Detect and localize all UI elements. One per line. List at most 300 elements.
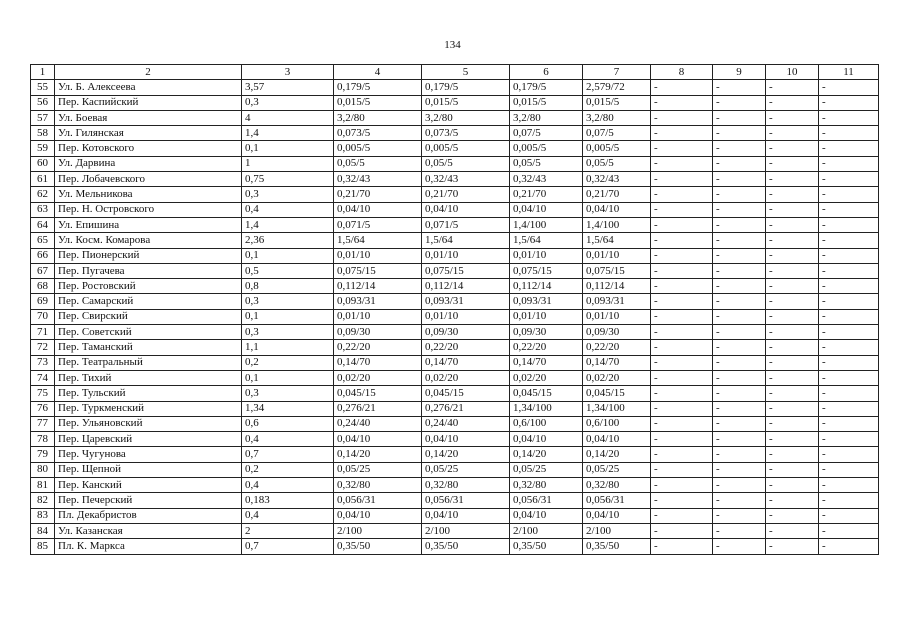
table-cell: 3,2/80 xyxy=(510,110,583,125)
table-cell: 0,24/40 xyxy=(422,416,510,431)
table-cell: - xyxy=(713,325,766,340)
row-number-cell: 83 xyxy=(31,508,55,523)
column-header-2: 2 xyxy=(55,65,242,80)
table-cell: 0,112/14 xyxy=(334,279,422,294)
table-cell: - xyxy=(713,141,766,156)
table-cell: 0,075/15 xyxy=(422,263,510,278)
data-table xyxy=(30,64,879,555)
table-cell: 0,015/5 xyxy=(422,95,510,110)
table-cell: - xyxy=(651,80,713,95)
table-cell: 0,073/5 xyxy=(334,126,422,141)
table-cell: 0,05/25 xyxy=(334,462,422,477)
table-row xyxy=(31,539,879,554)
table-cell: 0,005/5 xyxy=(583,141,651,156)
table-cell: - xyxy=(713,202,766,217)
table-cell: - xyxy=(713,539,766,554)
table-cell: 0,1 xyxy=(242,309,334,324)
table-cell: - xyxy=(651,263,713,278)
table-cell: - xyxy=(819,325,879,340)
table-cell: - xyxy=(819,263,879,278)
street-name-cell: Пл. К. Маркса xyxy=(55,539,242,554)
column-header-8: 8 xyxy=(651,65,713,80)
table-cell: - xyxy=(766,539,819,554)
table-cell: 0,02/20 xyxy=(334,370,422,385)
table-cell: - xyxy=(766,248,819,263)
table-cell: - xyxy=(713,110,766,125)
table-cell: 0,14/20 xyxy=(334,447,422,462)
row-number-cell: 67 xyxy=(31,263,55,278)
table-cell: 2,579/72 xyxy=(583,80,651,95)
table-cell: - xyxy=(766,202,819,217)
table-cell: 0,01/10 xyxy=(334,248,422,263)
table-cell: - xyxy=(819,141,879,156)
row-number-cell: 65 xyxy=(31,233,55,248)
table-cell: 0,2 xyxy=(242,462,334,477)
table-cell: 0,04/10 xyxy=(510,202,583,217)
column-header-5: 5 xyxy=(422,65,510,80)
street-name-cell: Пер. Пугачева xyxy=(55,263,242,278)
table-row xyxy=(31,447,879,462)
row-number-cell: 71 xyxy=(31,325,55,340)
table-cell: - xyxy=(819,156,879,171)
table-cell: 0,21/70 xyxy=(334,187,422,202)
table-cell: - xyxy=(713,493,766,508)
table-cell: 0,179/5 xyxy=(510,80,583,95)
table-cell: 0,1 xyxy=(242,141,334,156)
table-cell: - xyxy=(651,370,713,385)
table-row xyxy=(31,187,879,202)
table-cell: 1,5/64 xyxy=(510,233,583,248)
table-row xyxy=(31,172,879,187)
table-cell: - xyxy=(651,110,713,125)
street-name-cell: Пер. Котовского xyxy=(55,141,242,156)
table-cell: 0,045/15 xyxy=(583,386,651,401)
table-cell: 0,04/10 xyxy=(510,508,583,523)
street-name-cell: Пер. Тихий xyxy=(55,370,242,385)
table-cell: - xyxy=(713,172,766,187)
table-cell: 0,04/10 xyxy=(334,508,422,523)
table-cell: 1,4/100 xyxy=(583,217,651,232)
table-cell: 4 xyxy=(242,110,334,125)
table-row xyxy=(31,248,879,263)
table-cell: - xyxy=(766,294,819,309)
table-cell: - xyxy=(766,263,819,278)
table-cell: 0,01/10 xyxy=(422,309,510,324)
table-cell: - xyxy=(766,401,819,416)
table-cell: - xyxy=(819,493,879,508)
table-body xyxy=(31,80,879,554)
table-cell: 0,1 xyxy=(242,248,334,263)
table-cell: - xyxy=(713,233,766,248)
table-cell: 1,1 xyxy=(242,340,334,355)
table-cell: 0,02/20 xyxy=(422,370,510,385)
table-cell: - xyxy=(651,401,713,416)
table-cell: 0,05/5 xyxy=(510,156,583,171)
table-header-row xyxy=(31,65,879,80)
table-cell: - xyxy=(713,156,766,171)
table-cell: 0,21/70 xyxy=(510,187,583,202)
table-cell: - xyxy=(819,386,879,401)
table-cell: 3,2/80 xyxy=(334,110,422,125)
table-cell: 0,04/10 xyxy=(583,432,651,447)
table-cell: 0,21/70 xyxy=(422,187,510,202)
table-cell: - xyxy=(651,325,713,340)
table-cell: 0,05/5 xyxy=(583,156,651,171)
table-cell: - xyxy=(651,523,713,538)
table-cell: - xyxy=(819,539,879,554)
table-cell: 0,3 xyxy=(242,95,334,110)
table-cell: 0,056/31 xyxy=(422,493,510,508)
table-cell: 0,32/43 xyxy=(334,172,422,187)
table-cell: 0,015/5 xyxy=(510,95,583,110)
table-cell: 2/100 xyxy=(510,523,583,538)
table-cell: - xyxy=(819,401,879,416)
row-number-cell: 69 xyxy=(31,294,55,309)
table-row xyxy=(31,233,879,248)
table-cell: 1,5/64 xyxy=(422,233,510,248)
table-cell: - xyxy=(713,95,766,110)
street-name-cell: Пер. Самарский xyxy=(55,294,242,309)
row-number-cell: 55 xyxy=(31,80,55,95)
table-cell: - xyxy=(766,447,819,462)
table-cell: 0,14/70 xyxy=(422,355,510,370)
table-row xyxy=(31,340,879,355)
table-cell: 1,34/100 xyxy=(583,401,651,416)
row-number-cell: 85 xyxy=(31,539,55,554)
table-cell: - xyxy=(651,248,713,263)
table-cell: 0,179/5 xyxy=(422,80,510,95)
table-cell: - xyxy=(819,294,879,309)
column-header-7: 7 xyxy=(583,65,651,80)
table-row xyxy=(31,523,879,538)
table-cell: - xyxy=(713,432,766,447)
table-cell: 0,045/15 xyxy=(510,386,583,401)
table-cell: - xyxy=(651,416,713,431)
row-number-cell: 73 xyxy=(31,355,55,370)
table-cell: 0,05/5 xyxy=(422,156,510,171)
street-name-cell: Пер. Пионерский xyxy=(55,248,242,263)
table-cell: 0,04/10 xyxy=(583,202,651,217)
table-row xyxy=(31,386,879,401)
table-cell: 0,01/10 xyxy=(583,309,651,324)
table-cell: 0,05/25 xyxy=(510,462,583,477)
table-cell: 0,35/50 xyxy=(583,539,651,554)
street-name-cell: Пер. Свирский xyxy=(55,309,242,324)
table-cell: - xyxy=(819,462,879,477)
table-cell: - xyxy=(713,263,766,278)
street-name-cell: Пл. Декабристов xyxy=(55,508,242,523)
column-header-11: 11 xyxy=(819,65,879,80)
table-cell: - xyxy=(819,233,879,248)
street-name-cell: Пер. Щепной xyxy=(55,462,242,477)
column-header-1: 1 xyxy=(31,65,55,80)
table-cell: 0,32/80 xyxy=(334,478,422,493)
table-cell: 0,09/30 xyxy=(422,325,510,340)
table-cell: 1,5/64 xyxy=(334,233,422,248)
table-cell: - xyxy=(819,355,879,370)
table-cell: - xyxy=(651,141,713,156)
table-cell: 0,093/31 xyxy=(583,294,651,309)
table-cell: - xyxy=(819,279,879,294)
street-name-cell: Пер. Ростовский xyxy=(55,279,242,294)
table-cell: - xyxy=(766,508,819,523)
table-row xyxy=(31,110,879,125)
table-cell: - xyxy=(819,370,879,385)
table-cell: 0,75 xyxy=(242,172,334,187)
table-cell: - xyxy=(766,370,819,385)
table-cell: 0,056/31 xyxy=(583,493,651,508)
table-cell: 0,005/5 xyxy=(334,141,422,156)
street-name-cell: Пер. Печерский xyxy=(55,493,242,508)
table-cell: - xyxy=(766,217,819,232)
table-cell: 3,57 xyxy=(242,80,334,95)
street-name-cell: Пер. Советский xyxy=(55,325,242,340)
table-cell: - xyxy=(651,478,713,493)
table-cell: - xyxy=(766,141,819,156)
table-cell: 0,093/31 xyxy=(422,294,510,309)
table-cell: 3,2/80 xyxy=(583,110,651,125)
table-cell: - xyxy=(766,462,819,477)
table-cell: 1,34 xyxy=(242,401,334,416)
table-cell: 0,01/10 xyxy=(422,248,510,263)
row-number-cell: 77 xyxy=(31,416,55,431)
street-name-cell: Ул. Дарвина xyxy=(55,156,242,171)
table-cell: 0,4 xyxy=(242,508,334,523)
table-cell: - xyxy=(713,386,766,401)
table-cell: 0,112/14 xyxy=(422,279,510,294)
row-number-cell: 57 xyxy=(31,110,55,125)
table-cell: 0,093/31 xyxy=(510,294,583,309)
row-number-cell: 62 xyxy=(31,187,55,202)
table-cell: - xyxy=(713,340,766,355)
row-number-cell: 76 xyxy=(31,401,55,416)
table-cell: 3,2/80 xyxy=(422,110,510,125)
table-row xyxy=(31,294,879,309)
page-number: 134 xyxy=(444,39,461,51)
table-cell: 0,32/80 xyxy=(422,478,510,493)
table-cell: 0,05/25 xyxy=(422,462,510,477)
table-cell: 1,4 xyxy=(242,217,334,232)
table-cell: - xyxy=(766,386,819,401)
table-cell: 0,005/5 xyxy=(510,141,583,156)
street-name-cell: Ул. Казанская xyxy=(55,523,242,538)
street-name-cell: Пер. Ульяновский xyxy=(55,416,242,431)
table-cell: 0,2 xyxy=(242,355,334,370)
street-name-cell: Пер. Н. Островского xyxy=(55,202,242,217)
table-cell: - xyxy=(819,110,879,125)
table-cell: - xyxy=(651,508,713,523)
table-cell: 0,045/15 xyxy=(334,386,422,401)
table-cell: 0,04/10 xyxy=(422,202,510,217)
table-cell: 0,05/25 xyxy=(583,462,651,477)
table-cell: 0,22/20 xyxy=(583,340,651,355)
street-name-cell: Ул. Косм. Комарова xyxy=(55,233,242,248)
table-cell: 0,01/10 xyxy=(583,248,651,263)
table-cell: 0,179/5 xyxy=(334,80,422,95)
table-cell: 0,04/10 xyxy=(510,432,583,447)
table-cell: 0,32/80 xyxy=(510,478,583,493)
table-cell: 0,01/10 xyxy=(510,309,583,324)
row-number-cell: 58 xyxy=(31,126,55,141)
table-cell: - xyxy=(766,126,819,141)
table-cell: - xyxy=(651,279,713,294)
table-cell: 2/100 xyxy=(583,523,651,538)
table-cell: 0,015/5 xyxy=(583,95,651,110)
table-cell: - xyxy=(651,462,713,477)
table-cell: 0,24/40 xyxy=(334,416,422,431)
row-number-cell: 84 xyxy=(31,523,55,538)
table-cell: - xyxy=(766,493,819,508)
table-row xyxy=(31,217,879,232)
table-cell: - xyxy=(651,187,713,202)
table-cell: - xyxy=(819,172,879,187)
table-cell: 2/100 xyxy=(422,523,510,538)
table-cell: - xyxy=(651,447,713,462)
table-cell: - xyxy=(651,309,713,324)
table-cell: 0,21/70 xyxy=(583,187,651,202)
table-cell: - xyxy=(651,156,713,171)
table-cell: 0,8 xyxy=(242,279,334,294)
table-cell: - xyxy=(651,340,713,355)
table-cell: - xyxy=(819,478,879,493)
table-cell: 1 xyxy=(242,156,334,171)
table-cell: 0,6/100 xyxy=(510,416,583,431)
table-cell: - xyxy=(766,110,819,125)
table-cell: 0,09/30 xyxy=(334,325,422,340)
table-row xyxy=(31,432,879,447)
row-number-cell: 56 xyxy=(31,95,55,110)
street-name-cell: Пер. Царевский xyxy=(55,432,242,447)
table-cell: - xyxy=(819,95,879,110)
table-cell: - xyxy=(819,309,879,324)
table-cell: - xyxy=(819,202,879,217)
table-cell: 0,7 xyxy=(242,539,334,554)
column-header-10: 10 xyxy=(766,65,819,80)
table-cell: - xyxy=(766,80,819,95)
table-cell: 2/100 xyxy=(334,523,422,538)
table-cell: 0,3 xyxy=(242,386,334,401)
table-cell: - xyxy=(713,401,766,416)
table-cell: 0,3 xyxy=(242,325,334,340)
table-row xyxy=(31,309,879,324)
table-cell: 0,04/10 xyxy=(422,508,510,523)
table-cell: - xyxy=(713,279,766,294)
table-row xyxy=(31,126,879,141)
table-cell: - xyxy=(713,462,766,477)
table-cell: 0,09/30 xyxy=(583,325,651,340)
table-cell: - xyxy=(766,279,819,294)
table-cell: - xyxy=(651,126,713,141)
table-cell: - xyxy=(766,340,819,355)
table-row xyxy=(31,202,879,217)
table-cell: 0,14/20 xyxy=(583,447,651,462)
table-cell: 0,02/20 xyxy=(583,370,651,385)
table-cell: - xyxy=(819,432,879,447)
table-cell: 0,071/5 xyxy=(334,217,422,232)
street-name-cell: Пер. Чугунова xyxy=(55,447,242,462)
street-name-cell: Пер. Тульский xyxy=(55,386,242,401)
table-cell: - xyxy=(651,432,713,447)
table-cell: - xyxy=(766,355,819,370)
table-cell: - xyxy=(713,187,766,202)
table-cell: - xyxy=(713,478,766,493)
table-cell: 1,4/100 xyxy=(510,217,583,232)
table-cell: - xyxy=(651,217,713,232)
table-row xyxy=(31,462,879,477)
row-number-cell: 78 xyxy=(31,432,55,447)
table-cell: 0,22/20 xyxy=(422,340,510,355)
table-cell: - xyxy=(819,187,879,202)
table-cell: 1,4 xyxy=(242,126,334,141)
table-row xyxy=(31,493,879,508)
table-cell: 0,4 xyxy=(242,478,334,493)
table-cell: 0,056/31 xyxy=(510,493,583,508)
row-number-cell: 80 xyxy=(31,462,55,477)
table-cell: - xyxy=(766,172,819,187)
table-row xyxy=(31,325,879,340)
table-cell: 0,075/15 xyxy=(510,263,583,278)
table-cell: - xyxy=(651,202,713,217)
table-cell: 0,35/50 xyxy=(422,539,510,554)
table-row xyxy=(31,416,879,431)
table-cell: 0,075/15 xyxy=(334,263,422,278)
street-name-cell: Пер. Таманский xyxy=(55,340,242,355)
table-cell: 0,093/31 xyxy=(334,294,422,309)
street-name-cell: Ул. Гилянская xyxy=(55,126,242,141)
row-number-cell: 82 xyxy=(31,493,55,508)
table-row xyxy=(31,141,879,156)
table-cell: - xyxy=(766,432,819,447)
table-row xyxy=(31,370,879,385)
row-number-cell: 68 xyxy=(31,279,55,294)
table-cell: 0,14/20 xyxy=(510,447,583,462)
table-cell: 0,04/10 xyxy=(334,432,422,447)
table-cell: - xyxy=(819,340,879,355)
table-cell: - xyxy=(766,95,819,110)
table-cell: - xyxy=(713,309,766,324)
table-cell: - xyxy=(651,95,713,110)
table-cell: 0,32/43 xyxy=(422,172,510,187)
table-cell: 0,04/10 xyxy=(422,432,510,447)
column-header-6: 6 xyxy=(510,65,583,80)
table-cell: 0,32/43 xyxy=(510,172,583,187)
street-name-cell: Пер. Театральный xyxy=(55,355,242,370)
table-row xyxy=(31,508,879,523)
row-number-cell: 66 xyxy=(31,248,55,263)
table-cell: - xyxy=(713,217,766,232)
table-cell: - xyxy=(766,187,819,202)
table-cell: - xyxy=(766,478,819,493)
table-cell: 1,34/100 xyxy=(510,401,583,416)
table-cell: 0,071/5 xyxy=(422,217,510,232)
table-cell: 0,35/50 xyxy=(510,539,583,554)
table-cell: - xyxy=(713,126,766,141)
street-name-cell: Ул. Мельникова xyxy=(55,187,242,202)
table-cell: - xyxy=(819,416,879,431)
table-row xyxy=(31,401,879,416)
table-cell: - xyxy=(651,355,713,370)
table-cell: 1,5/64 xyxy=(583,233,651,248)
table-cell: 0,6/100 xyxy=(583,416,651,431)
table-cell: - xyxy=(766,416,819,431)
table-cell: 0,07/5 xyxy=(510,126,583,141)
table-cell: - xyxy=(651,172,713,187)
street-name-cell: Ул. Б. Алексеева xyxy=(55,80,242,95)
table-cell: - xyxy=(651,386,713,401)
table-cell: 0,14/70 xyxy=(334,355,422,370)
table-row xyxy=(31,355,879,370)
street-name-cell: Ул. Боевая xyxy=(55,110,242,125)
